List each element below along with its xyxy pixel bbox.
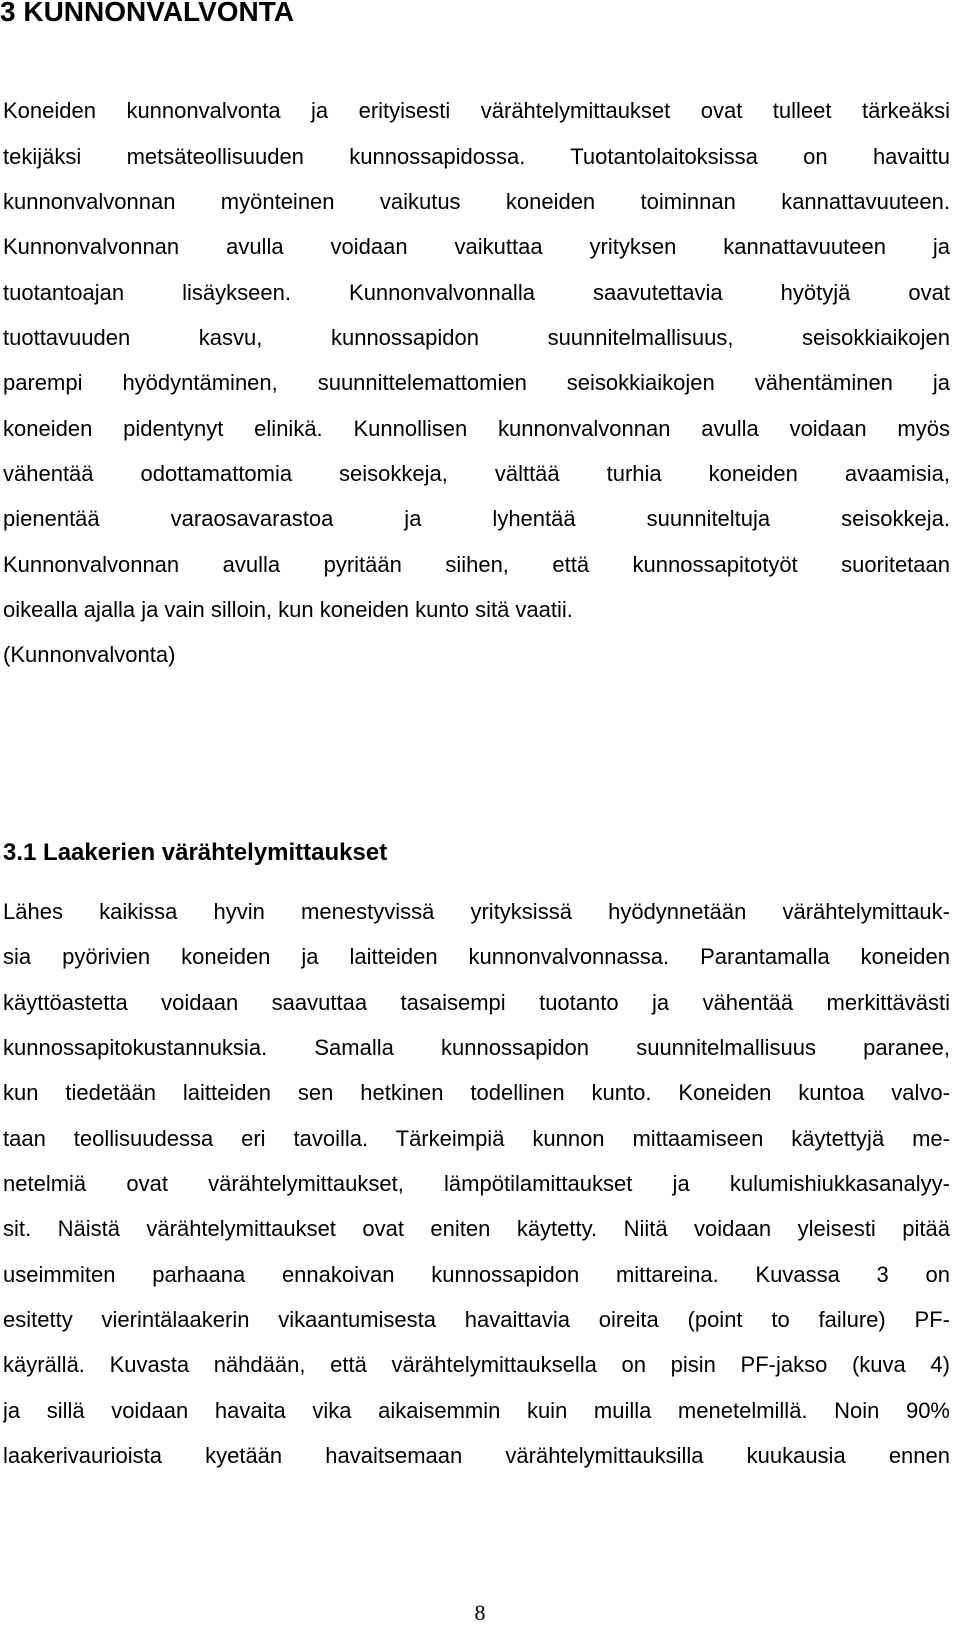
chapter-heading: 3 KUNNONVALVONTA bbox=[0, 0, 294, 27]
paragraph-line: esitetty vierintälaakerin vikaantumisesta havaittavia oireita (point to failure) PF- bbox=[3, 1307, 950, 1332]
paragraph-line: useimmiten parhaana ennakoivan kunnossapidon mittareina. Kuvassa 3 on bbox=[3, 1262, 950, 1287]
paragraph-line: kunnonvalvonnan myönteinen vaikutus koneiden toiminnan kannattavuuteen. bbox=[3, 189, 950, 214]
paragraph-line: parempi hyödyntäminen, suunnittelemattomien seisokkiaikojen vähentäminen ja bbox=[3, 370, 950, 395]
paragraph-line: sit. Näistä värähtelymittaukset ovat eniten käytetty. Niitä voidaan yleisesti pitää bbox=[3, 1216, 950, 1241]
paragraph-line: Kunnonvalvonnan avulla voidaan vaikuttaa yrityksen kannattavuuteen ja bbox=[3, 234, 950, 259]
paragraph-line: kun tiedetään laitteiden sen hetkinen todellinen kunto. Koneiden kuntoa valvo- bbox=[3, 1080, 950, 1105]
paragraph-line: tekijäksi metsäteollisuuden kunnossapidossa. Tuotantolaitoksissa on havaittu bbox=[3, 144, 950, 169]
paragraph-line: sia pyörivien koneiden ja laitteiden kunnonvalvonnassa. Parantamalla koneiden bbox=[3, 944, 950, 969]
paragraph-line: oikealla ajalla ja vain silloin, kun koneiden kunto sitä vaatii. bbox=[3, 597, 573, 622]
paragraph-line: Koneiden kunnonvalvonta ja erityisesti värähtelymittaukset ovat tulleet tärkeäksi bbox=[3, 98, 950, 123]
paragraph-line: käyttöastetta voidaan saavuttaa tasaisempi tuotanto ja vähentää merkittävästi bbox=[3, 990, 950, 1015]
paragraph-line: taan teollisuudessa eri tavoilla. Tärkeimpiä kunnon mittaamiseen käytettyjä me- bbox=[3, 1126, 950, 1151]
paragraph-line: pienentää varaosavarastoa ja lyhentää suunniteltuja seisokkeja. bbox=[3, 506, 950, 531]
paragraph-line: käyrällä. Kuvasta nähdään, että värähtelymittauksella on pisin PF-jakso (kuva 4) bbox=[3, 1352, 950, 1377]
paragraph-line: ja sillä voidaan havaita vika aikaisemmin kuin muilla menetelmillä. Noin 90% bbox=[3, 1398, 950, 1423]
paragraph-line: Lähes kaikissa hyvin menestyvissä yrityksissä hyödynnetään värähtelymittauk- bbox=[3, 899, 950, 924]
paragraph-line: Kunnonvalvonnan avulla pyritään siihen, että kunnossapitotyöt suoritetaan bbox=[3, 552, 950, 577]
paragraph-line: tuotantoajan lisäykseen. Kunnonvalvonnalla saavutettavia hyötyjä ovat bbox=[3, 280, 950, 305]
citation-line: (Kunnonvalvonta) bbox=[3, 642, 176, 667]
paragraph-line: netelmiä ovat värähtelymittaukset, lämpötilamittaukset ja kulumishiukkasanalyy- bbox=[3, 1171, 950, 1196]
paragraph-line: vähentää odottamattomia seisokkeja, välttää turhia koneiden avaamisia, bbox=[3, 461, 950, 486]
section-heading: 3.1 Laakerien värähtelymittaukset bbox=[3, 839, 388, 866]
paragraph-line: kunnossapitokustannuksia. Samalla kunnossapidon suunnitelmallisuus paranee, bbox=[3, 1035, 950, 1060]
paragraph-line: laakerivaurioista kyetään havaitsemaan värähtelymittauksilla kuukausia ennen bbox=[3, 1443, 950, 1468]
paragraph-line: tuottavuuden kasvu, kunnossapidon suunnitelmallisuus, seisokkiaikojen bbox=[3, 325, 950, 350]
page-number: 8 bbox=[474, 1600, 486, 1625]
paragraph-line: koneiden pidentynyt elinikä. Kunnollisen kunnonvalvonnan avulla voidaan myös bbox=[3, 416, 950, 441]
